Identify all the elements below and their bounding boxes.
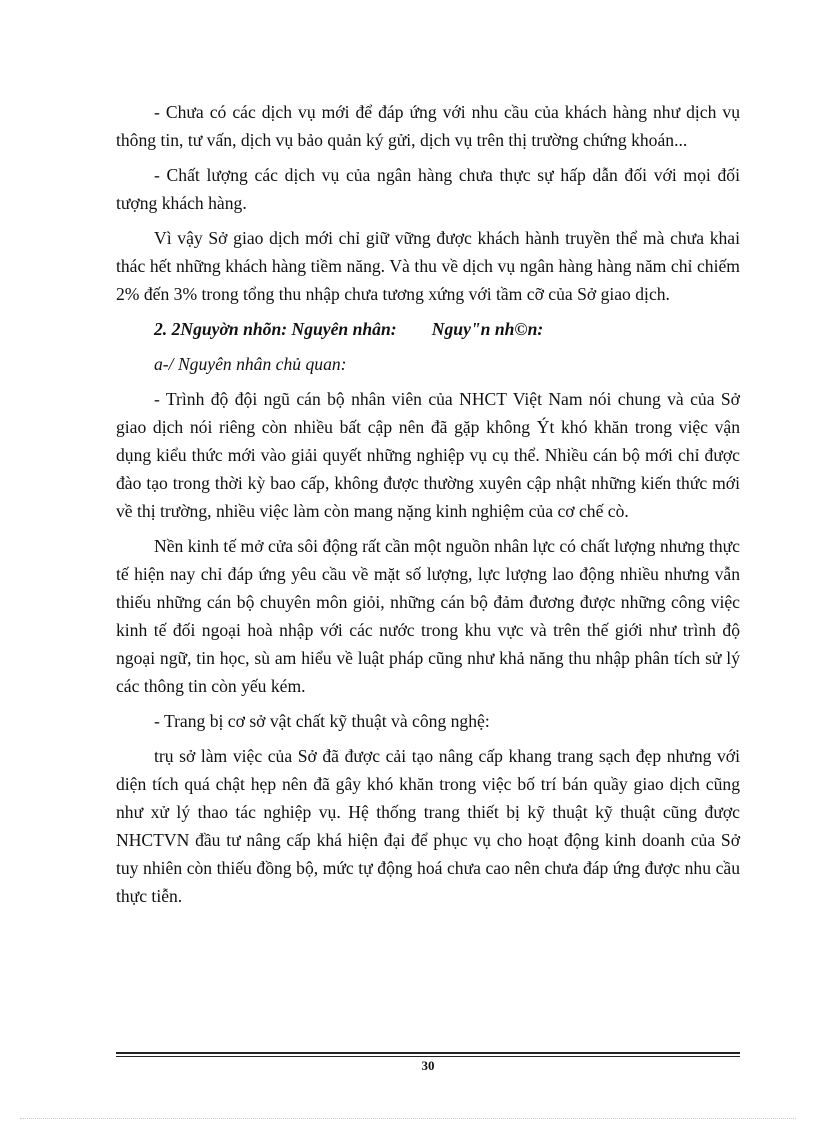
footer-divider: [116, 1052, 740, 1054]
section-heading: 2. 2Nguyờn nhõn: Nguyên nhân: Nguy"n nh©n:: [154, 319, 544, 339]
paragraph-staff-qualification: - Trình độ đội ngũ cán bộ nhân viên của NHCT Việt Nam nói chung và của Sở giao dịch nói riêng còn nhiều bất cập nên đã gặp không Ýt khó khăn trong việc vận dụng kiểu thức mới vào giải quyết những nghiệp vụ cụ thể. Nhiều cán bộ mới chỉ được đào tạo trong thời kỳ bao cấp, không được thường xuyên cập nhật những kiến thức mới về thị trường, nhiều việc làm còn mang nặng kinh nghiệm của cơ chế cò.: [116, 389, 740, 521]
section-subheading: a-/ Nguyên nhân chủ quan:: [154, 354, 347, 374]
paragraph-summary: Vì vậy Sở giao dịch mới chỉ giữ vững được khách hành truyền thể mà chưa khai thác hết những khách hàng tiềm năng. Và thu về dịch vụ ngân hàng hàng năm chỉ chiếm 2% đến 3% trong tổng thu nhập chưa tương xứng với tầm cỡ của Sở giao dịch.: [116, 228, 740, 304]
paragraph-facilities: trụ sở làm việc của Sở đã được cải tạo nâng cấp khang trang sạch đẹp nhưng với diện tích quá chật hẹp nên đã gây khó khăn trong việc bố trí bán quầy giao dịch cũng như xử lý thao tác nghiệp vụ. Hệ thống trang thiết bị kỹ thuật kỹ thuật cũng được NHCTVN đầu tư nâng cấp khá hiện đại để phục vụ cho hoạt động kinh doanh của Sở tuy nhiên còn thiếu đồng bộ, mức tự động hoá chưa cao nên chưa đáp ứng được nhu cầu thực tiễn.: [116, 746, 740, 906]
paragraph-equipment-heading: - Trang bị cơ sở vật chất kỹ thuật và công nghệ:: [154, 711, 490, 731]
paragraph-services-lacking: - Chưa có các dịch vụ mới để đáp ứng với nhu cầu của khách hàng như dịch vụ thông tin, tư vấn, dịch vụ bảo quản ký gửi, dịch vụ trên thị trường chứng khoán...: [116, 102, 740, 150]
page-number: 30: [421, 1058, 435, 1073]
page-bottom-edge: [20, 1118, 796, 1119]
document-body: [116, 98, 740, 917]
paragraph-human-resources: Nền kinh tế mở cửa sôi động rất cần một nguồn nhân lực có chất lượng nhưng thực tế hiện nay chỉ đáp ứng yêu cầu về mặt số lượng, lực lượng lao động nhiều nhưng vẫn thiếu những cán bộ chuyên môn giỏi, những cán bộ đảm đương được những công việc kinh tế đối ngoại hoà nhập với các nước trong khu vực và trên thế giới như trình độ ngoại ngữ, tin học, sù am hiểu về luật pháp cũng như khả năng thu nhập phân tích sử lý các thông tin còn yếu kém.: [116, 536, 740, 696]
footer-divider-thin: [116, 1056, 740, 1057]
paragraph-service-quality: - Chất lượng các dịch vụ của ngân hàng chưa thực sự hấp dẫn đối với mọi đối tượng khách hàng.: [116, 165, 740, 213]
